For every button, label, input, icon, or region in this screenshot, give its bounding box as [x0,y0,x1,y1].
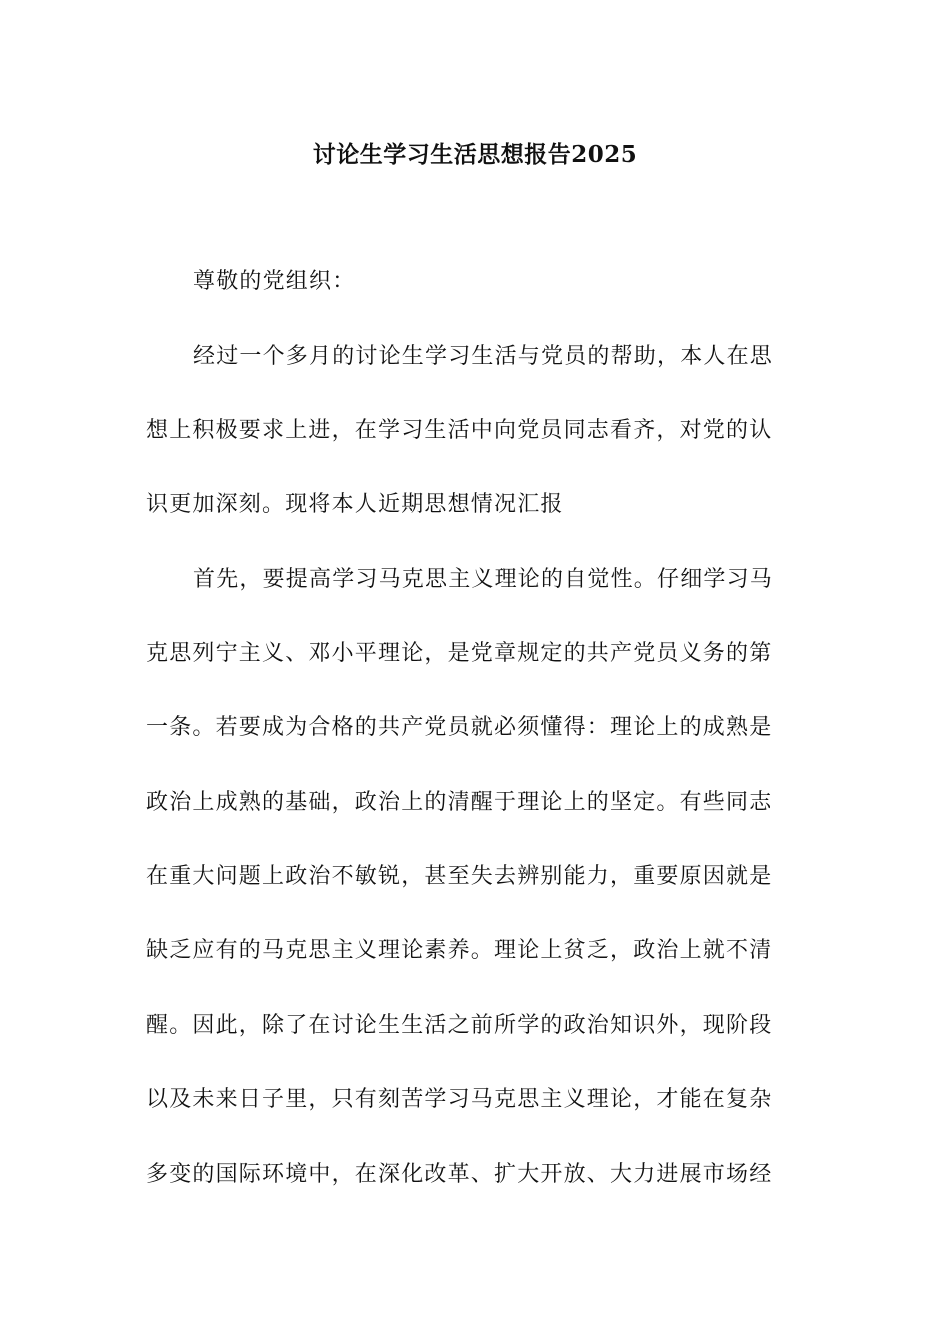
text-line: 在重大问题上政治不敏锐，甚至失去辨别能力，重要原因就是 [146,864,773,889]
text-line: 克思列宁主义、邓小平理论，是党章规定的共产党员义务的第 [146,641,773,666]
text-line: 一条。若要成为合格的共产党员就必须懂得：理论上的成熟是 [146,715,773,740]
text-line: 醒。因此，除了在讨论生生活之前所学的政治知识外，现阶段 [146,1013,773,1038]
text-line: 多变的国际环境中，在深化改革、扩大开放、大力进展市场经 [146,1162,773,1187]
text-line: 政治上成熟的基础，政治上的清醒于理论上的坚定。有些同志 [146,790,773,815]
text-line: 首先，要提高学习马克思主义理论的自觉性。仔细学习马 [193,567,774,592]
document-title: 讨论生学习生活思想报告2025 [312,141,638,168]
text-line: 识更加深刻。现将本人近期思想情况汇报 [146,492,564,517]
text-line: 以及未来日子里，只有刻苦学习马克思主义理论，才能在复杂 [146,1087,773,1112]
text-line: 想上积极要求上进，在学习生活中向党员同志看齐，对党的认 [146,418,773,443]
text-line: 经过一个多月的讨论生学习生活与党员的帮助，本人在思 [193,344,774,369]
salutation: 尊敬的党组织： [193,269,356,294]
text-line: 缺乏应有的马克思主义理论素养。理论上贫乏，政治上就不清 [146,938,773,963]
